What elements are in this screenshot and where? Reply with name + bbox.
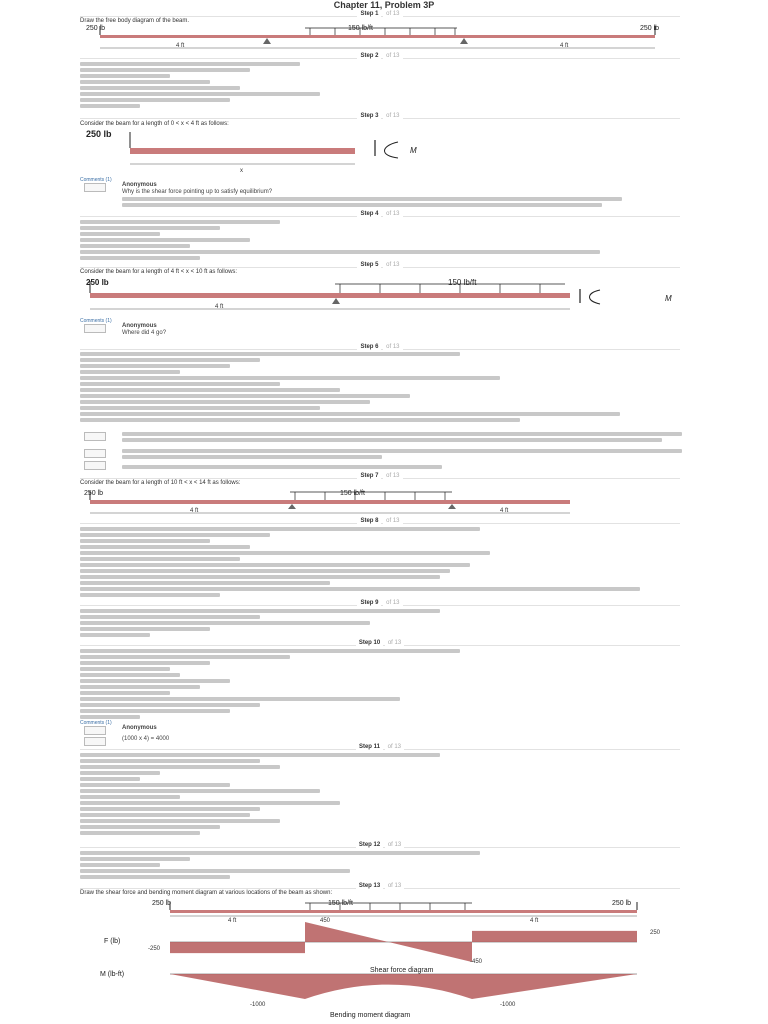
text-line bbox=[80, 789, 320, 793]
svg-text:4 ft: 4 ft bbox=[500, 508, 509, 514]
text-line bbox=[80, 551, 490, 555]
svg-text:150 lb/ft: 150 lb/ft bbox=[328, 900, 353, 907]
text-line bbox=[80, 406, 320, 410]
beam-section-1 bbox=[80, 128, 500, 174]
svg-text:4 ft: 4 ft bbox=[530, 918, 539, 924]
sfd-value-label: 450 bbox=[320, 918, 331, 924]
step-text: Consider the beam for a length of 0 < x < 4 ft as follows: bbox=[80, 121, 229, 127]
support-a bbox=[263, 38, 271, 44]
sfd-value-label: -450 bbox=[470, 959, 483, 965]
svg-text:4 ft: 4 ft bbox=[228, 918, 237, 924]
step-header: Step 9 of 13 bbox=[80, 601, 680, 609]
comment-avatar bbox=[84, 324, 106, 333]
text-line bbox=[80, 238, 250, 242]
comment-avatar bbox=[84, 183, 106, 192]
text-line bbox=[80, 795, 180, 799]
text-line bbox=[80, 697, 400, 701]
beam bbox=[130, 148, 355, 154]
comment-avatar bbox=[84, 726, 106, 735]
bmd-marks bbox=[170, 974, 637, 999]
text-line bbox=[80, 104, 140, 108]
comment-avatar bbox=[84, 461, 106, 470]
text-line bbox=[80, 783, 230, 787]
sfd-segment bbox=[305, 922, 389, 942]
sfd-bmd-figure bbox=[100, 896, 680, 1020]
moment-arrow bbox=[385, 142, 399, 158]
svg-text:250 lb: 250 lb bbox=[84, 490, 104, 497]
step-header: Step 5 of 13 bbox=[80, 263, 680, 271]
svg-text:150 lb/ft: 150 lb/ft bbox=[448, 278, 477, 287]
text-line bbox=[80, 256, 200, 260]
text-line bbox=[80, 563, 470, 567]
beam bbox=[90, 293, 570, 298]
bmd-title: Bending moment diagram bbox=[330, 1012, 411, 1019]
sfd-value-label: 250 bbox=[650, 930, 661, 936]
comment-text: (1000 x 4) = 4000 bbox=[122, 736, 170, 742]
text-line bbox=[80, 68, 250, 72]
text-line bbox=[80, 649, 460, 653]
sfd-segment bbox=[170, 942, 305, 953]
comment-avatar bbox=[84, 432, 106, 441]
comment-avatar bbox=[84, 449, 106, 458]
text-line bbox=[80, 709, 230, 713]
text-line bbox=[80, 655, 290, 659]
step-header: Step 2 of 13 bbox=[80, 54, 680, 62]
sfd-title: Shear force diagram bbox=[370, 967, 434, 974]
text-line bbox=[80, 825, 220, 829]
text-line bbox=[80, 869, 350, 873]
text-line bbox=[80, 569, 450, 573]
text-line bbox=[80, 633, 150, 637]
text-line bbox=[80, 86, 240, 90]
beam-section-2 bbox=[80, 277, 700, 315]
text-line bbox=[80, 92, 320, 96]
bmd-value-label: -1000 bbox=[500, 1002, 516, 1008]
step-text: Draw the shear force and bending moment diagram at various locations of the beam as shown: bbox=[80, 890, 333, 896]
svg-text:4 ft: 4 ft bbox=[190, 508, 199, 514]
text-line bbox=[80, 621, 370, 625]
text-line bbox=[80, 691, 170, 695]
text-line bbox=[80, 376, 500, 380]
beam bbox=[170, 910, 637, 913]
text-line bbox=[80, 533, 270, 537]
text-line bbox=[80, 98, 230, 102]
text-line bbox=[80, 412, 620, 416]
step-header: Step 1 of 13 bbox=[80, 12, 680, 20]
text-line bbox=[80, 703, 260, 707]
text-line bbox=[80, 575, 440, 579]
step-header: Step 12 of 13 bbox=[80, 843, 680, 851]
step-header: Step 10 of 13 bbox=[80, 641, 680, 649]
text-line bbox=[80, 593, 220, 597]
text-line bbox=[80, 753, 440, 757]
step-header: Step 11 of 13 bbox=[80, 745, 680, 753]
svg-text:x: x bbox=[240, 168, 243, 174]
sfd-value-label: -250 bbox=[148, 946, 161, 952]
comment-link[interactable]: Comments (1) bbox=[80, 177, 112, 183]
text-line bbox=[80, 418, 520, 422]
text-line bbox=[80, 80, 210, 84]
text-line bbox=[80, 831, 200, 835]
text-line bbox=[122, 449, 682, 453]
text-line bbox=[122, 432, 682, 436]
step-header: Step 4 of 13 bbox=[80, 212, 680, 220]
sfd-segment bbox=[389, 942, 473, 962]
page-title: Chapter 11, Problem 3P bbox=[333, 0, 435, 10]
text-line bbox=[122, 455, 382, 459]
comment-link[interactable]: Comments (1) bbox=[80, 720, 112, 726]
text-line bbox=[80, 819, 280, 823]
step-text: Consider the beam for a length of 4 ft < x < 10 ft as follows: bbox=[80, 269, 238, 275]
support-a bbox=[332, 298, 340, 304]
step-header: Step 13 of 13 bbox=[80, 884, 680, 892]
text-line bbox=[80, 679, 230, 683]
sfd-marks bbox=[170, 922, 637, 962]
step-header: Step 3 of 13 bbox=[80, 114, 680, 122]
text-line bbox=[80, 857, 190, 861]
bmd-value-label: -1000 bbox=[250, 1002, 266, 1008]
text-line bbox=[80, 539, 210, 543]
text-line bbox=[80, 777, 140, 781]
text-line bbox=[80, 382, 280, 386]
text-line bbox=[80, 220, 280, 224]
text-line bbox=[80, 759, 260, 763]
beam-section-3 bbox=[80, 487, 600, 515]
text-line bbox=[80, 765, 280, 769]
comment-author: Anonymous bbox=[122, 323, 157, 329]
text-line bbox=[80, 813, 250, 817]
bmd-axis-label: M (lb-ft) bbox=[100, 971, 125, 978]
text-line bbox=[80, 615, 260, 619]
text-line bbox=[80, 851, 480, 855]
text-line bbox=[80, 863, 160, 867]
step-text: Consider the beam for a length of 10 ft < x < 14 ft as follows: bbox=[80, 480, 241, 486]
text-line bbox=[80, 226, 220, 230]
text-line bbox=[80, 807, 260, 811]
text-line bbox=[80, 557, 240, 561]
beam bbox=[90, 500, 570, 504]
beam-fbd-1 bbox=[80, 22, 680, 52]
text-line bbox=[80, 388, 340, 392]
comment-text: Why is the shear force pointing up to satisfy equilibrium? bbox=[122, 189, 273, 195]
text-line bbox=[80, 661, 210, 665]
text-line bbox=[122, 465, 442, 469]
text-line bbox=[122, 203, 602, 207]
text-line bbox=[80, 685, 200, 689]
text-line bbox=[80, 394, 410, 398]
text-line bbox=[80, 364, 230, 368]
load-label: 250 lb bbox=[86, 25, 106, 32]
text-line bbox=[80, 352, 460, 356]
sfd-axis-label: F (lb) bbox=[104, 938, 121, 945]
sfd-segment bbox=[472, 931, 637, 942]
text-line bbox=[80, 801, 340, 805]
step-header: Step 8 of 13 bbox=[80, 519, 680, 527]
support-b bbox=[460, 38, 468, 44]
beam bbox=[100, 35, 655, 38]
text-line bbox=[122, 438, 662, 442]
svg-text:M: M bbox=[410, 146, 417, 155]
step-header: Step 7 of 13 bbox=[80, 474, 680, 482]
text-line bbox=[80, 875, 230, 879]
text-line bbox=[80, 74, 170, 78]
load-label: 250 lb bbox=[640, 25, 660, 32]
dimension-label: 4 ft bbox=[560, 43, 569, 49]
text-line bbox=[80, 545, 250, 549]
svg-text:250 lb: 250 lb bbox=[612, 900, 632, 907]
bmd-area bbox=[170, 974, 637, 999]
text-line bbox=[80, 370, 180, 374]
text-line bbox=[80, 673, 180, 677]
text-line bbox=[80, 609, 440, 613]
text-line bbox=[80, 358, 260, 362]
svg-text:250 lb: 250 lb bbox=[86, 278, 109, 287]
svg-text:250 lb: 250 lb bbox=[152, 900, 172, 907]
text-line bbox=[80, 667, 170, 671]
step-text: Draw the free body diagram of the beam. bbox=[80, 18, 190, 24]
text-line bbox=[80, 244, 190, 248]
comment-author: Anonymous bbox=[122, 725, 157, 731]
text-line bbox=[80, 250, 600, 254]
svg-text:150 lb/ft: 150 lb/ft bbox=[340, 490, 365, 497]
distributed-load bbox=[305, 28, 457, 35]
svg-text:4 ft: 4 ft bbox=[215, 304, 224, 310]
text-line bbox=[80, 62, 300, 66]
dist-load-label: 150 lb/ft bbox=[348, 25, 373, 32]
text-line bbox=[80, 581, 330, 585]
svg-text:250 lb: 250 lb bbox=[86, 129, 112, 139]
text-line bbox=[122, 197, 622, 201]
dimension-label: 4 ft bbox=[176, 43, 185, 49]
text-line bbox=[80, 627, 210, 631]
text-line bbox=[80, 232, 160, 236]
comment-link[interactable]: Comments (1) bbox=[80, 318, 112, 324]
text-line bbox=[80, 587, 640, 591]
comment-author: Anonymous bbox=[122, 182, 157, 188]
text-line bbox=[80, 715, 140, 719]
text-line bbox=[80, 400, 370, 404]
text-line bbox=[80, 771, 160, 775]
step-header: Step 6 of 13 bbox=[80, 345, 680, 353]
comment-text: Where did 4 go? bbox=[122, 330, 167, 336]
svg-text:M: M bbox=[665, 294, 672, 303]
text-line bbox=[80, 527, 480, 531]
